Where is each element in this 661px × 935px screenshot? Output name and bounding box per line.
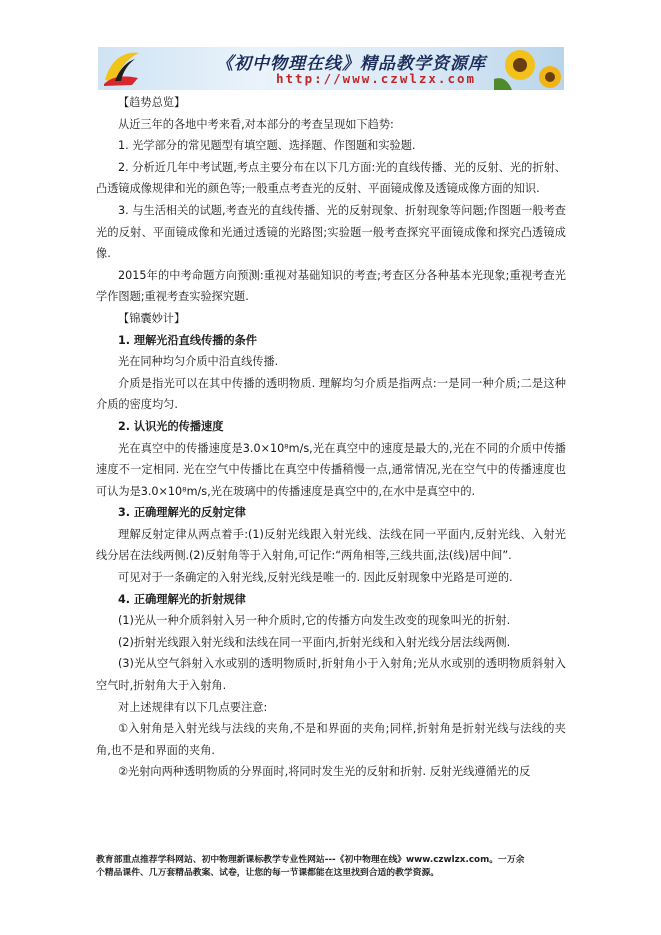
banner-title: 《初中物理在线》精品教学资源库 <box>216 54 486 74</box>
subheading: 1. 理解光沿直线传播的条件 <box>118 333 257 347</box>
footer <box>96 854 568 880</box>
logo-icon <box>102 48 142 88</box>
subheading: 3. 正确理解光的反射定律 <box>118 506 246 520</box>
subheading: 4. 正确理解光的折射规律 <box>118 592 246 606</box>
paragraph: 介质是指光可以在其中传播的透明物质. 理解均匀介质是指两点:一是同一种介质;二是这种介质的密度均匀. <box>96 376 566 412</box>
section-heading: 【趋势总览】 <box>118 96 186 109</box>
subheading: 2. 认识光的传播速度 <box>118 419 224 433</box>
paragraph: ①入射角是入射光线与法线的夹角,不是和界面的夹角;同样,折射角是折射光线与法线的夹角,也不是和界面的夹角. <box>96 722 566 757</box>
paragraph: (3)光从空气斜射入水或别的透明物质时,折射角小于入射角;光从水或别的透明物质斜射入空气时,折射角大于入射角. <box>96 657 566 693</box>
paragraph: 从近三年的各地中考来看,对本部分的考查呈现如下趋势: <box>118 117 394 131</box>
paragraph: 可见对于一条确定的入射光线,反射光线是唯一的. 因此反射现象中光路是可逆的. <box>118 571 513 585</box>
paragraph: 2015年的中考命题方向预测:重视对基础知识的考查;考查区分各种基本光现象;重视考查光学作图题;重视考查实验探究题. <box>96 268 566 304</box>
paragraph: (2)折射光线跟入射光线和法线在同一平面内,折射光线和入射光线分居法线两侧. <box>118 635 511 649</box>
section-heading: 【锦囊妙计】 <box>118 311 186 325</box>
paragraph: 2. 分析近几年中考试题,考点主要分布在以下几方面:光的直线传播、光的反射、光的折射、凸透镜成像规律和光的颜色等;一般重点考查光的反射、平面镜成像及透镜成像方面的知识. <box>96 160 566 196</box>
paragraph: 3. 与生活相关的试题,考查光的直线传播、光的反射现象、折射现象等问题;作图题一般考查光的反射、平面镜成像和光通过透镜的光路图;实验题一般考查探究平面镜成像和探究凸透镜成像. <box>96 203 566 261</box>
footer-line: 教育部重点推荐学科网站、初中物理新课标教学专业性网站---《初中物理在线》www.czwlzx.com。一万余 <box>96 855 525 865</box>
paragraph: 光在同种均匀介质中沿直线传播. <box>118 355 279 369</box>
paragraph: 理解反射定律从两点着手:(1)反射光线跟入射光线、法线在同一平面内,反射光线、入射光线分居在法线两侧.(2)反射角等于入射角,可记作:“两角相等,三线共面,法(线)居中间”. <box>96 527 566 563</box>
banner-url[interactable]: http://www.czwlzx.com <box>276 71 477 86</box>
paragraph: 1. 光学部分的常见题型有填空题、选择题、作图题和实验题. <box>118 139 416 153</box>
paragraph: (1)光从一种介质斜射入另一种介质时,它的传播方向发生改变的现象叫光的折射. <box>118 614 511 628</box>
footer-line: 个精品课件、几万套精品教案、试卷，让您的每一节课都能在这里找到合适的教学资源。 <box>96 868 440 878</box>
paragraph: 对上述规律有以下几点要注意: <box>118 700 268 714</box>
header-banner <box>98 47 564 90</box>
document-body <box>96 92 566 783</box>
sunflower-icon <box>494 47 564 90</box>
paragraph: 光在真空中的传播速度是3.0×10⁸m/s,光在真空中的速度是最大的,光在不同的介质中传播速度不一定相同. 光在空气中传播比在真空中传播稍慢一点,通常情况,光在空气中的传播速度也可认为是3.0×10⁸m/s,光在玻璃中的传播速度是真空中的,在水中是真空中的. <box>96 441 566 498</box>
paragraph: ②光射向两种透明物质的分界面时,将同时发生光的反射和折射. 反射光线遵循光的反 <box>118 765 531 779</box>
